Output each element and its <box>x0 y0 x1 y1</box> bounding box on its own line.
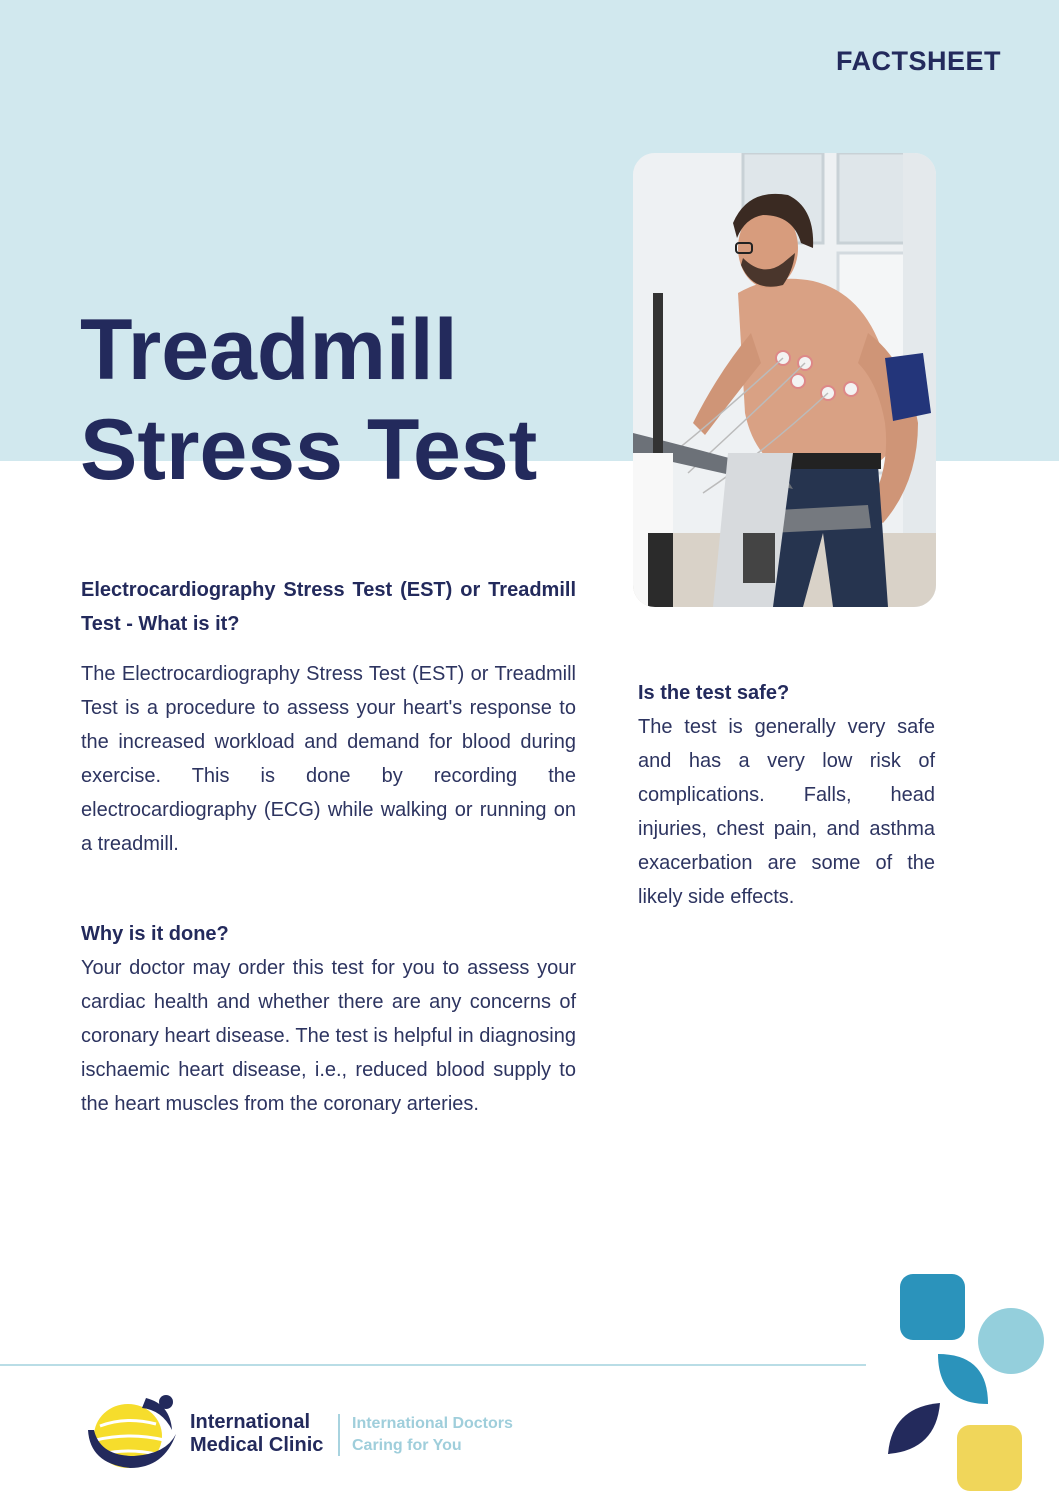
title-line-1: Treadmill <box>80 302 458 398</box>
teal-square-shape <box>900 1274 965 1340</box>
clinic-logo-icon <box>86 1394 182 1474</box>
treadmill-ecg-photo <box>633 153 936 607</box>
left-column <box>81 573 576 1121</box>
tagline-line-2: Caring for You <box>352 1437 462 1454</box>
logo-divider <box>338 1414 340 1456</box>
safety-heading: Is the test safe? <box>638 682 790 704</box>
safety-text: The test is generally very safe and has a very low risk of complications. Falls, head injuries, chest pain, and asthma exacerbation are some of the likely side effects. <box>638 716 935 908</box>
logo-name-line-1: International <box>190 1411 311 1433</box>
page-title <box>80 300 600 500</box>
what-is-it-heading: Electrocardiography Stress Test (EST) or Treadmill Test - What is it? <box>81 579 576 635</box>
tagline-line-1: International Doctors <box>352 1415 513 1432</box>
factsheet-label: FACTSHEET <box>835 46 1001 76</box>
clinic-logo-name <box>190 1411 323 1457</box>
clinic-tagline <box>352 1413 513 1457</box>
title-line-2: Stress Test <box>80 402 538 498</box>
footer-divider <box>0 1364 866 1366</box>
light-teal-circle-shape <box>978 1308 1044 1374</box>
logo-name-line-2: Medical Clinic <box>190 1434 324 1456</box>
why-done-text: Your doctor may order this test for you to assess your cardiac health and whether there are any concerns of coronary heart disease. The test is helpful in diagnosing ischaemic heart disease, i.e., reduced blood supply to the heart muscles from the coronary arteries. <box>81 957 576 1115</box>
why-done-heading: Why is it done? <box>81 923 229 945</box>
what-is-it-text: The Electrocardiography Stress Test (EST) or Treadmill Test is a procedure to assess your heart's response to the increased workload and demand for blood during exercise. This is done by recording the electrocardiography (ECG) while walking or running on a treadmill. <box>81 663 576 855</box>
right-column <box>638 676 935 914</box>
decorative-shapes <box>880 1270 1050 1492</box>
teal-leaf-shape <box>938 1354 988 1404</box>
navy-leaf-shape <box>888 1403 940 1454</box>
yellow-square-shape <box>957 1425 1022 1491</box>
